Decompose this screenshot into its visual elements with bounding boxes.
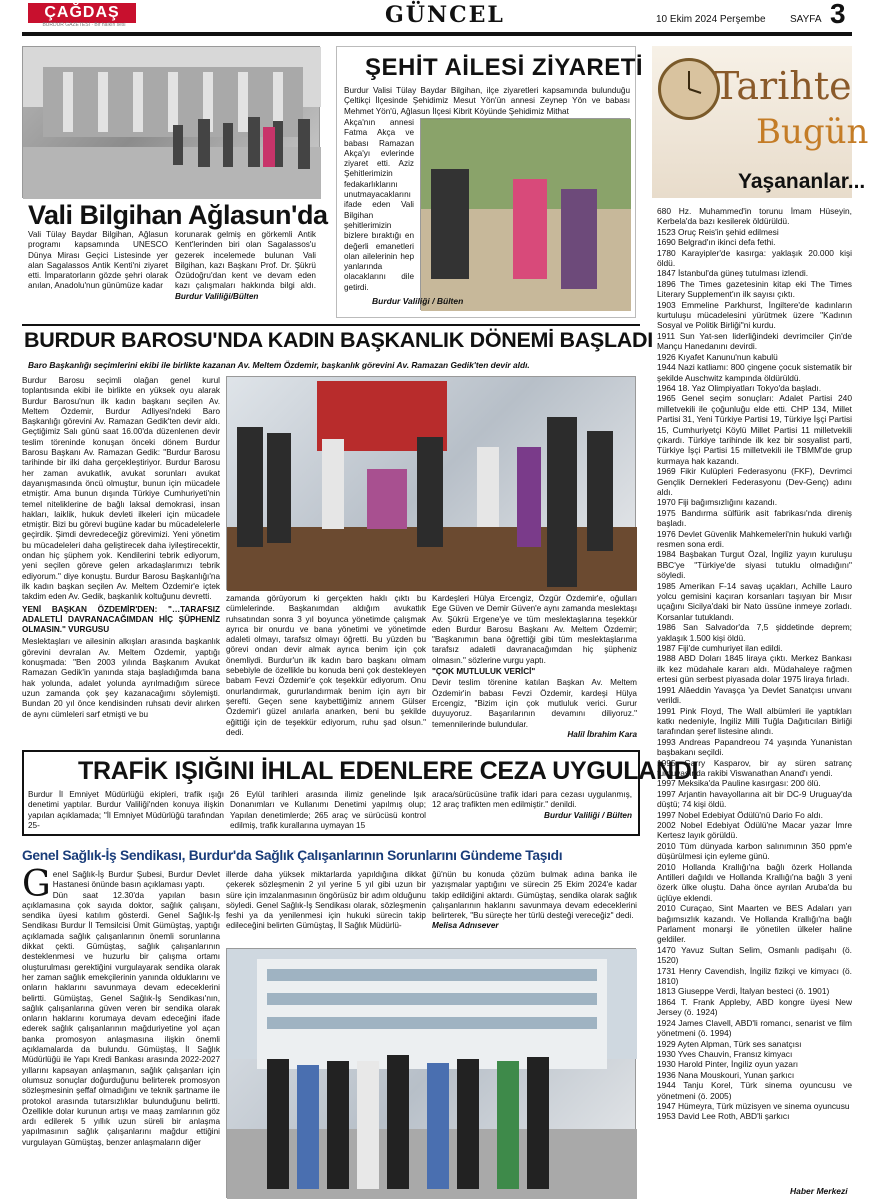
bugun-title: Bugün — [756, 112, 869, 152]
tarihte-event-item: 1911 Sun Yat-sen liderliğindeki devrimciler Çin'de Mançu Hanedanını devirdi. — [657, 330, 852, 352]
tarihte-event-item: 1995 Garry Kasparov, bir ay süren satranç turnuvasında rakibi Viswanathan Anand'ı yendi. — [657, 757, 852, 778]
tarihte-event-item: 2010 Curaçao, Sint Maarten ve BES Adaları yarı bağımsızlık kazandı. Ve Hollanda Krallığı'na bağlı Parlament monarşi ile yönetilen ülkeler haline geldiler. — [657, 903, 852, 945]
sendika-text-col1 — [22, 864, 220, 1148]
tarihte-event-item: 1864 T. Frank Appleby, ABD kongre üyesi New Jersey (ö. 1924) — [657, 996, 852, 1018]
sehit-text: Akça'nın annesi Fatma Akça ve babası Ramazan Akça'yı evlerinde ziyaret etti. Aziz Şehitlerimizin fedakarlıklarını unutmayacaklarını ifade eden Vali Bilgihan şehitlerimizin bizlere bıraktığı en değerli emanetleri olan ailelerinin hep yanlarında olacaklarını dile getirdi. — [344, 118, 414, 292]
dropcap: G — [22, 864, 51, 905]
tarihte-event-item: 1970 Fiji bağımsızlığını kazandı. — [657, 497, 778, 508]
section-title: GÜNCEL — [385, 2, 505, 28]
vali-credit: Burdur Valiliği/Bülten — [175, 291, 259, 301]
tarihte-event-item: 1997 Nobel Edebiyat Ödülü'nü Dario Fo aldı. — [657, 809, 823, 820]
sendika-paragraph-1: Dün saat 12.30'da yapılan basın açıklamasına çok sayıda doktor, sağlık çalışanı, sendika üyesi katılım gösterdi. Genel Sağlık-İş Sendikası Burdur İl Temsilcisi Ümit Gümüştaş, yaptığı açıklamada sağlık çalışanlarının önemli sorunlarına dikkat çekti. Gümüştaş, sağlık çalışanlarının desteklenmesi ve huzurlu bir çalışma ortamı oluşturulması gerektiğini vurgulayarak sendika olarak her zaman sağlık emekçilerinin yanında olduklarını ve onların haklarını savunmaya devam edeceklerini belirtti. Gümüştaş, Genel Sağlık-İş Sendikası'nın, sağlık çalışanlarına güven veren bir sendika olarak onların haklarını korumaya devam edeceğini ifade ederek sağlık çalışanlarının mağduriyetine yol açan banka promosyon anlaşmasına ilişkin önemli açıklamalarda da bulundu. Gümüştaş, İl Sağlık Müdürlüğü ile Yapı Kredi Bankası arasında 2022-2027 yıllarını kapsayan anlaşmanın, sağlık çalışanları için olumsuz sonuçlar doğurduğunu belirterek promosyon sözleşmesinin şeffaf olmadığını ve teknik şartname ile protokol arasında tutarsızlıklar bulunduğunu belirtti. Özellikle dolar kurunun artışı ve maaş zamlarının göz ardı edilerek 5 yıllık uzun süreli bir anlaşma yapılmasının sağlık çalışanlarını mağdur ettiğini vurgulayan Gümüştaş, benzer anlaşmaların diğer — [22, 890, 220, 1147]
tarihte-event-item: 1993 Andreas Papandreou 74 yaşında Yunanistan başbakanı seçildi. — [657, 736, 852, 758]
tarihte-event-item: 1985 Amerikan F-14 savaş uçakları, Achille Lauro yolcu gemisini kaçıran korsanları taşıyan bir Mısır uçağını Sicilya'daki bir Nato üssüne inmeye zorladı. Korsanlar tutuklandı. — [657, 580, 852, 622]
tarihte-event-item: 1991 Pink Floyd, The Wall albümleri ile yaptıkları katkı nedeniyle, İngiliz Milli Tuğla Dağıtıcıları Birliği tarafından şeref listesine alındı. — [657, 705, 852, 737]
baro-paragraph-4: Devir teslim törenine katılan Başkan Av. Meltem Özdemir'in babası Fevzi Özdemir, kardeşi Hülya Ercengiz, "Bizim için çok mutluluk verici. Gurur duyuyoruz. Başarılarının devamını diliyoruz." temennilerinde bulundular. — [432, 678, 637, 729]
family-illustration — [421, 119, 631, 311]
sendika-paragraph-3: ğü'nün bu konuda çözüm bulmak adına banka ile yazışmalar yaptığını ve sürecin 25 Ekim 2024'e kadar takip edildiğini aktardı. Gümüştaş, sendika olarak sağlık çalışanlarının haklarını savunmaya devam edeceklerini belirterek, "Bu süreçte her türlü desteği vereceğiz" dedi. — [432, 870, 637, 921]
tarihte-event-item: 1987 Fiji'de cumhuriyet ilan edildi. — [657, 643, 783, 654]
trafik-text-col1: Burdur İl Emniyet Müdürlüğü ekipleri, trafik ışığı denetimi yaptılar. Burdur Valiliği'nden konuya ilişkin yapılan açıklamada; "İl Emniyet Müdürlüğü tarafından 25- — [28, 790, 224, 830]
sehit-family-photo — [420, 118, 630, 310]
tarihte-event-item: 1976 Devlet Güvenlik Mahkemeleri'nin hukuki varlığı resmen sona erdi. — [657, 528, 852, 549]
newspaper-logo: ÇAĞDAŞ — [28, 3, 136, 23]
page-label: SAYFA — [790, 14, 822, 25]
tarihte-event-item: 1936 Nana Mouskouri, Yunan şarkıcı — [657, 1069, 795, 1080]
clock-icon — [658, 58, 720, 120]
tarihte-bugun-banner — [652, 46, 869, 198]
ruins-illustration — [23, 47, 321, 199]
sendika-text-col3 — [432, 870, 637, 932]
vali-headline: Vali Bilgihan Ağlasun'da — [28, 200, 328, 230]
header-rule — [22, 32, 852, 36]
tarihte-event-item: 1965 Genel seçim sonuçları: Adalet Partisi 240 milletvekili ile çoğunluğu elde etti. CHP 134, Millet Partisi 31, Yeni Türkiye Partisi 19, Türkiye İşçi Partisi 15, Cumhuriyetçi Köylü Millet Partisi 11 milletvekili çıkardı. Türkiye tarihinde ilk kez bir sosyalist parti, Türkiye İşçi Partisi 15 milletvekili ile TBMM'de grup kurmaya hak kazandı. — [657, 393, 852, 466]
tarihte-event-item: 2010 Hollanda Krallığı'na bağlı özerk Hollanda Antilleri dağıldı ve Hollanda Krallığı'na bağlı 3 yeni özerk ülke oluştu. Daha önce ayrılan Aruba'da bu üçlüye eklendi. — [657, 861, 852, 903]
tarihte-event-item: 1984 Başbakan Turgut Özal, İngiliz yayın kuruluşu BBC'ye "Türkiye'de siyasi tutuklu olmadığını" söyledi. — [657, 549, 852, 581]
sendika-headline: Genel Sağlık-İş Sendikası, Burdur'da Sağlık Çalışanlarının Sorunlarını Gündeme Taşıdı — [22, 848, 563, 863]
tarihte-event-item: 1947 Hümeyra, Türk müzisyen ve sinema oyuncusu — [657, 1100, 850, 1111]
tarihte-event-item: 1964 18. Yaz Olimpiyatları Tokyo'da başladı. — [657, 382, 822, 393]
vali-text-col1: Vali Tülay Baydar Bilgihan, Ağlasun programı kapsamında UNESCO Dünya Mirası Geçici Listesinde yer alan Sagalassos Antik Kenti'ni ziyaret etti. İmparatorların gözde şehri olarak anılan, Anadolu'nun günümüze kadar — [28, 230, 168, 291]
trafik-credit: Burdur Valiliği / Bülten — [544, 810, 632, 820]
tarihte-event-item: 1470 Yavuz Sultan Selim, Osmanlı padişahı (ö. 1520) — [657, 944, 852, 966]
baro-group-photo — [226, 376, 636, 590]
tarihte-event-item: 1813 Giuseppe Verdi, İtalyan besteci (ö. 1901) — [657, 986, 830, 997]
tarihte-event-item: 1847 İstanbul'da güneş tutulması izlendi. — [657, 268, 809, 279]
trafik-headline: TRAFİK IŞIĞINI İHLAL EDENLERE CEZA UYGULANDI — [78, 757, 699, 785]
tarihte-event-item: 1929 Ayten Alpman, Türk ses sanatçısı — [657, 1038, 802, 1049]
baro-text-col2: zamanda görüyorum ki gerçekten haklı çıktı bu cümlelerinde. Başkanımdan aldığım avukatlık ruhsatından sonra 3 yıl boyunca yönetimde çalışmak ayrıca bir onurdu ve bana yönetimi ve yönetimde adaleti olmayı, tarafsız olmayı öğretti. Bu yüzden bu görevi ondan devir almak ayrıca benim için çok önemliydi. Burdur'un ilk kadın baro başkanı olmam sebebiyle de özellikle bu konuda beni çok destekleyen babam Fevzi Özdemir'e çok teşekkür ediyorum. Onu onurlandırmak, gururlandırmak benim için ayrı bir şerefti. Geçen sene kaybettiğimiz annem Gülser Özdemir'i güzel anılarla anarken, beni bu şekilde eğittiği için de teşekkür ediyorum, ruhu şad olsun." dedi. — [226, 594, 426, 737]
trafik-paragraph: araca/sürücüsüne trafik idari para cezası uygulanmış, 12 araç trafikten men edilmiştir." denildi. — [432, 790, 632, 810]
baro-paragraph-1: Burdur Barosu seçimli olağan genel kurul toplantısında ekibi ile birlikte en yüksek oyu alarak Burdur Barosu'nun ilk kadın başkanı seçilen Av. Meltem Özdemir, Burdur Adliyesi'ndeki Baro Başkanlığı görevini Av. Ramazan Gedik'ten devir aldı. Geçtiğimiz Salı günü saat 16.00'da düzenlenen devir teslim töreninde konuşan önceki dönem Burdur Barosu Başkanı Av. Ramazan Gedik: "Burdur Barosu tarihinde bir ilki daha gerçekleştiriyor. Burdur Barosu her zaman avukatlık, avukat sorunları avukat dayanışmasında öncü olmuştur, bunun için mücadele etmiştir. Ama bunun dışında Türkiye Cumhuriyeti'nin temel niteliklerine de bağlı laksal demokrasi, insan hakları, laiklik, hukuk devleti ilkeleri için mücadele etmiştir. Bizi bu görevi bugüne kadar bu mücadelelerle geçirdik. Şimdi devredeceğiz görevimizi. Yeni yönetim bu mücadeleleri daha geliştirecek daha iyileştirecektir, ondan hiç şüphem yok. Kendilerini tebrik ediyorum, yeni seçilen göreve gelen arkadaşlarımızı tebrik ediyorum." diye konuştu. Burdur Barosu Başkanlığı'na ilk kadın başkan seçilen Av. Meltem Özdemir'e içtek takdim eden Av. Gedik, başkanlık koltuğunu devretti. — [22, 376, 220, 602]
baro-text-col3 — [432, 594, 637, 740]
tarihte-title: Tarihte — [714, 64, 852, 108]
tarihte-event-list — [657, 206, 852, 1122]
tarihte-event-item: 1944 Nazi katliamı: 800 çingene çocuk sistematik bir şekilde Auschwitz kampında öldürüldü. — [657, 362, 852, 383]
baro-headline: BURDUR BAROSU'NDA KADIN BAŞKANLIK DÖNEMİ BAŞLADI — [24, 328, 653, 352]
tarihte-event-item: 1997 Meksika'da Pauline kasırgası: 200 ölü. — [657, 778, 821, 789]
tarihte-credit: Haber Merkezi — [790, 1186, 848, 1196]
tarihte-event-item: 1969 Fikir Kulüpleri Federasyonu (FKF), Devrimci Gençlik Dernekleri Federasyonu (Dev-Genç) adını aldı. — [657, 466, 852, 497]
tarihte-event-item: 1986 San Salvador'da 7,5 şiddetinde deprem; yaklaşık 1.500 kişi öldü. — [657, 622, 852, 643]
trafik-text-col2: 26 Eylül tarihleri arasında ilimiz genelinde Işık Donanımları ve Kullanımı Denetimi yapılmış olup; Yapılan denetimlerde; 265 araç ve sürücüsü kontrol edilmiş, trafik kurallarına uymayan 15 — [230, 790, 426, 830]
sehit-credit: Burdur Valiliği / Bülten — [372, 296, 464, 306]
sendika-lead-text: enel Sağlık-İş Burdur Şubesi, Burdur Devlet Hastanesi önünde basın açıklaması yaptı. — [52, 870, 220, 890]
tarihte-event-item: 1690 Belgrad'ın ikinci defa fethi. — [657, 237, 776, 248]
tarihte-event-item: 2002 Nobel Edebiyat Ödülü'ne Macar yazar İmre Kertesz layık görüldü. — [657, 819, 852, 841]
sendika-text-col2: illerde daha yüksek miktarlarda yapıldığına dikkat çekerek sözleşmenin 2 yıl yerine 5 yıl gibi uzun bir süre için imzalanmasının öngörüsüz bir adım olduğunu söyledi. Genel Sağlık-İş Sendikası olarak, sözleşmenin feshi ya da yenilenmesi için hukuki sürecin takip edileceğini belirten Gümüştaş, İl Sağlık Müdürlü- — [226, 870, 426, 931]
tarihte-event-item: 1903 Emmeline Parkhurst, İngiltere'de kadınların kurtuluşu mücadelesini yürütmek üzere "Kadının Sosyal ve Politik Birliği"ni kurdu. — [657, 299, 852, 331]
tarihte-event-item: 1930 Harold Pinter, İngiliz oyun yazarı — [657, 1059, 799, 1070]
tarihte-event-item: 1780 Karayipler'de kasırga: yaklaşık 20.000 kişi öldü. — [657, 247, 852, 269]
tarihte-event-item: 1953 David Lee Roth, ABD'li şarkıcı — [657, 1111, 790, 1122]
tarihte-event-item: 1930 Yves Chauvin, Fransız kimyacı — [657, 1048, 793, 1059]
tarihte-event-item: 1997 Arjantin havayollarına ait bir DC-9 Uruguay'da düştü; 74 kişi öldü. — [657, 788, 852, 810]
hospital-group-photo — [226, 948, 636, 1198]
baro-paragraph-2: Meslektaşları ve ailesinin alkışları arasında başkanlık görevini devralan Av. Meltem Özdemir, yaptığı konuşmada: "Ben 2003 yılında Başkanım Avukat Ramazan Gedik'in yanında staja başladığımda bana hak yolunda, adalet yolunda ayrılmadığım sürece uzun zamanda çok şey kazanacağımı söylemişti. Bundan 20 yıl önce kendisinden ruhsatı devir alırken de aynı cümleleri sarf etmişti ve bu — [22, 637, 220, 719]
issue-date: 10 Ekim 2024 Perşembe — [656, 14, 766, 25]
tarihte-event-item: 680 Hz. Muhammed'in torunu İmam Hüseyin, Kerbela'da bazı kesilerek öldürüldü. — [657, 206, 852, 227]
baro-subtitle: Baro Başkanlığı seçimlerini ekibi ile birlikte kazanan Av. Meltem Özdemir, başkanlık görevini Av. Ramazan Gedik'ten devir aldı. — [28, 360, 530, 370]
tarihte-event-item: 1523 Oruç Reis'in şehid edilmesi — [657, 226, 779, 237]
baro-paragraph-3: Kardeşleri Hülya Ercengiz, Özgür Özdemir'e, oğulları Ege Güven ve Demir Güven'e aynı zamanda meslektaşı Av. Şükrü Ergene'ye ve tüm meslektaşlarına teşekkür eden Burdur Barosu Başkanı Av. Meltem Özdemir; "Başkanımın bana öğrettiği gibi tüm meslektaşlarıma tarafsız adaletli davranacağımdan hiç şüpheniz olmasın." sözlerine vurgu yaptı. — [432, 594, 637, 665]
sendika-credit: Melisa Adnısever — [432, 921, 499, 931]
yasananlar-label: Yaşananlar... — [738, 170, 866, 193]
baro-subhead: YENİ BAŞKAN ÖZDEMİR'DEN: "…TARAFSIZ ADALETLİ DAVRANACAĞIMDAN HİÇ ŞÜPHENİZ OLMASIN." VURGUSU — [22, 604, 220, 635]
vali-text: korunarak gelmiş en görkemli Antik Kent'lerinden biri olan Sagalassos'u gezerek incelemede bulunan Vali Bilgihan, kazı Başkanı Prof. Dr. Şükrü Özüdoğru'dan kent ve devam eden kazı çalışmaları hakkında bilgi aldı. — [175, 230, 316, 291]
tarihte-event-item: 1896 The Times gazetesinin kitap eki The Times Literary Supplement'ın ilk sayısı çıktı. — [657, 278, 852, 300]
divider — [22, 324, 640, 326]
tarihte-event-item: 1926 Kıyafet Kanunu'nun kabulü — [657, 351, 778, 362]
group-illustration — [227, 377, 637, 591]
baro-credit: Halil İbrahim Kara — [567, 729, 637, 739]
tarihte-event-item: 1988 ABD Doları 1845 liraya çıktı. Merkez Bankası ilk kez müdahale kararı aldı. Müdahaleye rağmen ertesi gün serbest piyasada dolar 1975 liraya fırladı. — [657, 653, 852, 685]
vali-text-col2 — [175, 230, 316, 302]
tarihte-event-item: 1944 Tanju Korel, Türk sinema oyuncusu ve yönetmeni (ö. 2005) — [657, 1080, 852, 1101]
tarihte-event-item: 2010 Tüm dünyada karbon salınımının 350 ppm'e düşürülmesi için eyleme günü. — [657, 840, 852, 862]
sehit-headline: ŞEHİT AİLESİ ZİYARETİ — [365, 54, 644, 81]
sendika-lead — [22, 864, 220, 905]
baro-subhead-2: "ÇOK MUTLULUK VERİCİ" — [432, 667, 536, 677]
tarihte-event-item: 1924 James Clavell, ABD'li romancı, senarist ve film yönetmeni (ö. 1994) — [657, 1017, 852, 1039]
sagalassos-photo — [22, 46, 320, 198]
page-number: 3 — [830, 0, 846, 29]
tarihte-event-item: 1991 Alâeddin Yavaşça 'ya Devlet Sanatçısı unvanı verildi. — [657, 684, 852, 706]
sehit-intro: Burdur Valisi Tülay Baydar Bilgihan, ilçe ziyaretleri kapsamında bulunduğu Çeltikçi İlçesinde Şehidimiz Mesut Yön'ün annesi Zeynep Yön ve babası Mehmet Yön'ü, Ağlasun İlçesi Kibrit Köyünde Şehidimiz Mithat — [344, 86, 630, 116]
tarihte-event-item: 1731 Henry Cavendish, İngiliz fizikçi ve kimyacı (ö. 1810) — [657, 965, 852, 987]
tarihte-event-item: 1975 Bandırma sülfürik asit fabrikası'nda direniş başladı. — [657, 507, 852, 529]
logo-tagline: BURDUR GAZETESİ · Bir halkın sesi — [42, 22, 126, 28]
baro-text-col1 — [22, 376, 220, 720]
hospital-illustration — [227, 949, 637, 1199]
trafik-text-col3 — [432, 790, 632, 821]
